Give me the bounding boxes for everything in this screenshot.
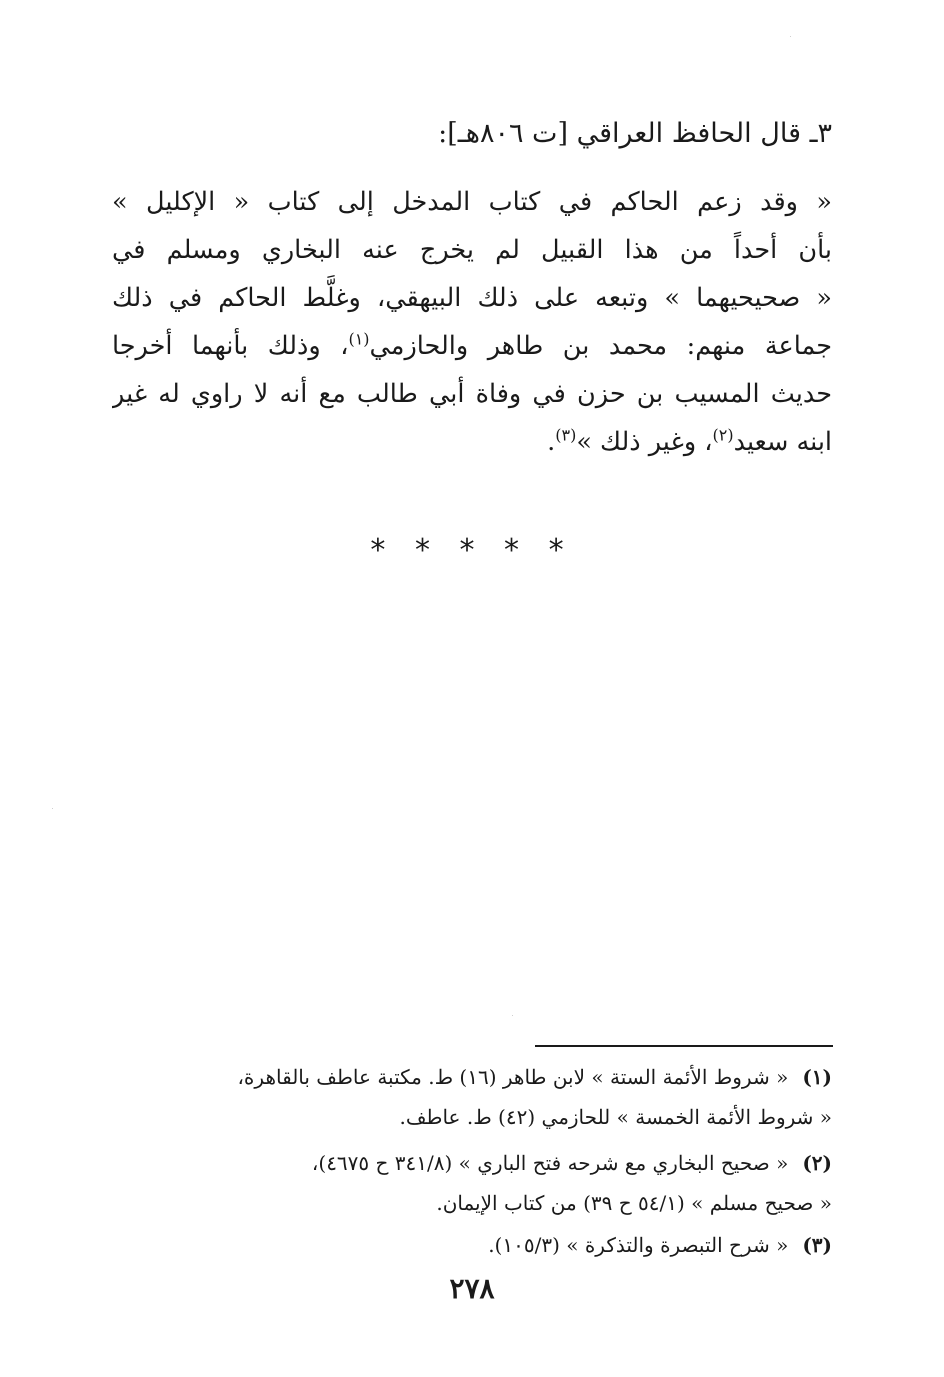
body-line-2 (112, 226, 832, 274)
body-line-4 (112, 322, 832, 370)
footnote-divider (535, 1045, 833, 1047)
scan-speck (512, 1015, 513, 1016)
body-text: ابنه سعيد (733, 427, 832, 457)
footnote-text: « صحيح البخاري مع شرحه فتح الباري » (٣٤١/٨ ح ٤٦٧٥)، (311, 1151, 789, 1175)
footnote-2-continued (112, 1186, 832, 1220)
body-line-6 (112, 418, 832, 466)
body-text: جماعة منهم: محمد بن طاهر والحازمي (369, 331, 832, 361)
footnote-number: (٢) (802, 1151, 832, 1175)
footnote-ref-1[interactable]: (١) (348, 329, 370, 349)
footnote-text: « شرح التبصرة والتذكرة » (١٠٥/٣). (488, 1233, 789, 1257)
footnote-3 (112, 1228, 832, 1262)
body-line-3 (112, 274, 832, 322)
footnote-1 (112, 1060, 832, 1094)
footnote-2 (112, 1146, 832, 1180)
scan-speck (52, 808, 53, 809)
footnote-text: « شروط الأئمة الخمسة » للحازمي (٤٢) ط. عاطف. (399, 1105, 832, 1129)
page-number: ٢٧٨ (449, 1272, 495, 1305)
body-text: حديث المسيب بن حزن في وفاة أبي طالب مع أنه لا راوي له غير (112, 379, 832, 409)
body-line-5 (112, 370, 832, 418)
footnote-number: (١) (802, 1065, 832, 1089)
body-text: « وقد زعم الحاكم في كتاب المدخل إلى كتاب « الإكليل » (112, 187, 832, 217)
body-text-continued: ، وغير ذلك » (576, 427, 713, 457)
footnote-number: (٣) (802, 1233, 832, 1257)
footnote-ref-3[interactable]: (٣) (555, 425, 577, 445)
scan-speck (790, 36, 791, 37)
footnote-1-continued (112, 1100, 832, 1134)
body-text-end: . (547, 427, 556, 457)
footnote-text: « صحيح مسلم » (٥٤/١ ح ٣٩) من كتاب الإيمان. (436, 1191, 832, 1215)
body-text: بأن أحداً من هذا القبيل لم يخرج عنه البخاري ومسلم في (112, 235, 832, 265)
section-heading: ٣ـ قال الحافظ العراقي [ت ٨٠٦هـ]: (438, 118, 832, 149)
section-separator: * * * * * (370, 533, 574, 568)
body-text: « صحيحيهما » وتبعه على ذلك البيهقي، وغلَّط الحاكم في ذلك (112, 283, 832, 313)
footnote-text: « شروط الأئمة الستة » لابن طاهر (١٦) ط. مكتبة عاطف بالقاهرة، (237, 1065, 789, 1089)
body-line-1 (112, 178, 832, 226)
body-text-continued: ، وذلك بأنهما أخرجا (112, 331, 349, 361)
footnote-ref-2[interactable]: (٢) (712, 425, 734, 445)
